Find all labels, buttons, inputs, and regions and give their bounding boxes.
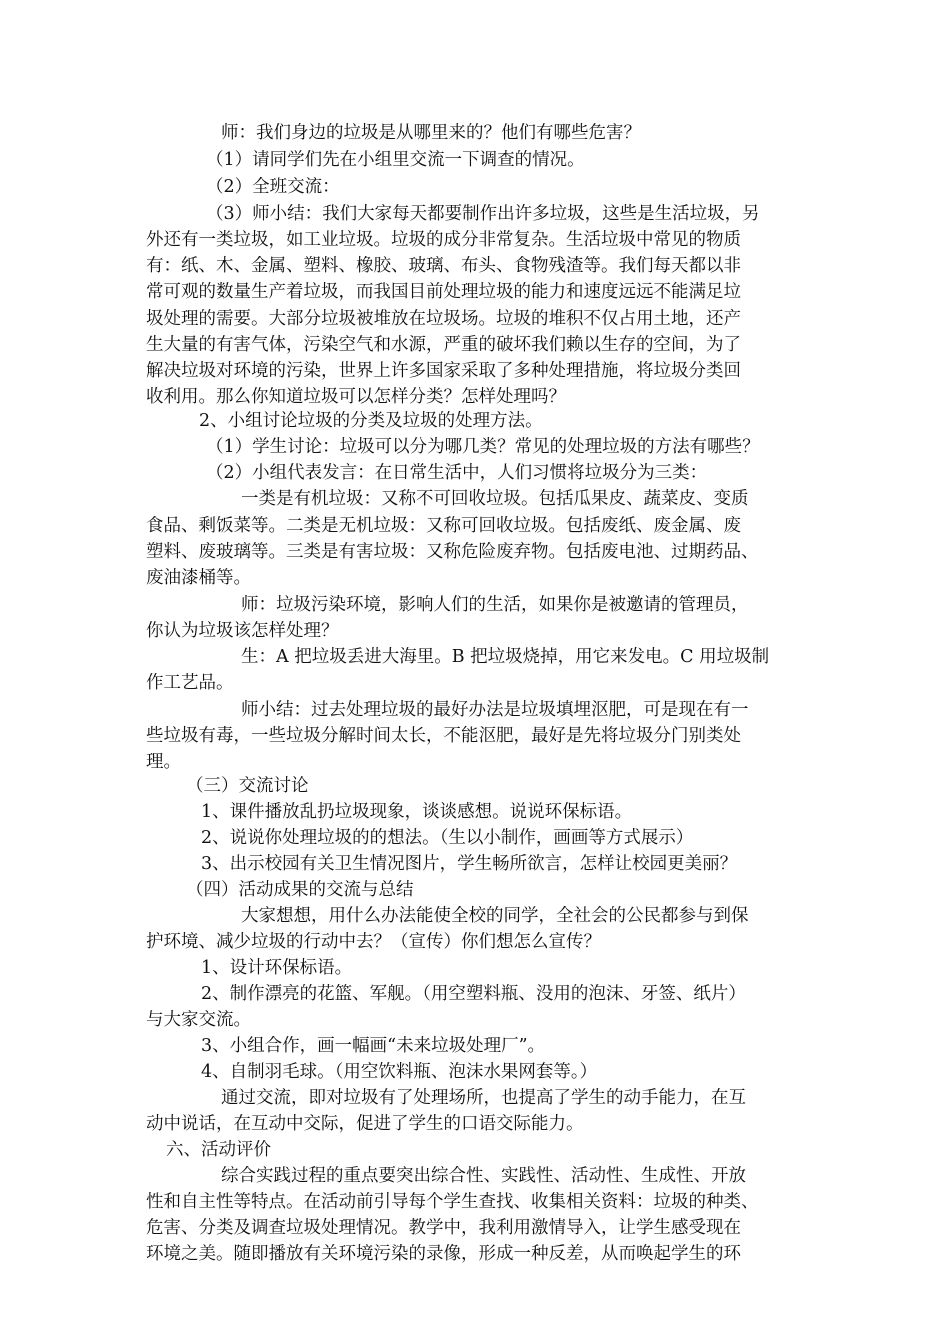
text-line: 一类是有机垃圾：又称不可回收垃圾。包括瓜果皮、蔬菜皮、变质 [241,489,749,509]
text-line: （2）全班交流： [206,177,340,197]
list-item: 2、制作漂亮的花篮、军舰。（用空塑料瓶、没用的泡沫、牙签、纸片） [201,984,746,1004]
text-line: 作工艺品。 [146,673,234,693]
text-line: 性和自主性等特点。在活动前引导每个学生查找、收集相关资料：垃圾的种类、 [146,1192,759,1212]
text-line: 收利用。那么你知道垃圾可以怎样分类？怎样处理吗？ [146,387,566,407]
text-line: 2、小组讨论垃圾的分类及垃圾的处理方法。 [199,411,543,431]
text-line: 环境之美。随即播放有关环境污染的录像，形成一种反差，从而唤起学生的环 [146,1244,741,1264]
list-item: 3、小组合作，画一幅画“未来垃圾处理厂”。 [201,1036,546,1056]
section-heading: （四）活动成果的交流与总结 [186,880,414,900]
text-line: 护环境、减少垃圾的行动中去？（宣传）你们想怎么宣传？ [146,932,601,952]
text-line: （1）学生讨论：垃圾可以分为哪几类？常见的处理垃圾的方法有哪些？ [206,437,760,457]
text-line: 你认为垃圾该怎样处理？ [146,621,339,641]
text-line: 塑料、废玻璃等。三类是有害垃圾：又称危险废弃物。包括废电池、过期药品、 [146,542,759,562]
text-line: （1）请同学们先在小组里交流一下调查的情况。 [206,150,585,170]
text-line: 有：纸、木、金属、塑料、橡胶、玻璃、布头、食物残渣等。我们每天都以非 [146,256,741,276]
text-line: 师：垃圾污染环境，影响人们的生活，如果你是被邀请的管理员， [241,595,749,615]
text-line: 师：我们身边的垃圾是从哪里来的？他们有哪些危害？ [221,123,641,143]
text-line: 食品、剩饭菜等。二类是无机垃圾：又称可回收垃圾。包括废纸、废金属、废 [146,516,741,536]
text-line: （3）师小结：我们大家每天都要制作出许多垃圾，这些是生活垃圾，另 [206,204,760,224]
text-line: 废油漆桶等。 [146,568,251,588]
list-item: 4、自制羽毛球。（用空饮料瓶、泡沫水果网套等。） [201,1062,598,1082]
list-item: 3、出示校园有关卫生情况图片，学生畅所欲言，怎样让校园更美丽？ [201,854,738,874]
text-line: 师小结：过去处理垃圾的最好办法是垃圾填埋沤肥，可是现在有一 [241,700,749,720]
text-line: 与大家交流。 [146,1010,251,1030]
text-line: 理。 [146,752,181,772]
section-heading: 六、活动评价 [166,1140,271,1160]
text-line: 生大量的有害气体，污染空气和水源，严重的破坏我们赖以生存的空间，为了 [146,335,741,355]
list-item: 1、课件播放乱扔垃圾现象，谈谈感想。说说环保标语。 [201,802,633,822]
text-line: 外还有一类垃圾，如工业垃圾。垃圾的成分非常复杂。生活垃圾中常见的物质 [146,230,741,250]
text-line: （2）小组代表发言：在日常生活中，人们习惯将垃圾分为三类： [206,463,708,483]
text-line: 综合实践过程的重点要突出综合性、实践性、活动性、生成性、开放 [221,1166,746,1186]
list-item: 1、设计环保标语。 [201,958,353,978]
section-heading: （三）交流讨论 [186,776,309,796]
text-line: 危害、分类及调查垃圾处理情况。教学中，我利用激情导入，让学生感受现在 [146,1218,741,1238]
text-line: 通过交流，即对垃圾有了处理场所，也提高了学生的动手能力，在互 [221,1088,746,1108]
text-line: 解决垃圾对环境的污染，世界上许多国家采取了多种处理措施，将垃圾分类回 [146,361,741,381]
text-line: 大家想想，用什么办法能使全校的同学，全社会的公民都参与到保 [241,906,749,926]
text-line: 些垃圾有毒，一些垃圾分解时间太长，不能沤肥，最好是先将垃圾分门别类处 [146,726,741,746]
text-line: 圾处理的需要。大部分垃圾被堆放在垃圾场。垃圾的堆积不仅占用土地，还产 [146,309,741,329]
text-line: 生：A 把垃圾丢进大海里。B 把垃圾烧掉，用它来发电。C 用垃圾制 [241,647,770,667]
text-line: 动中说话，在互动中交际，促进了学生的口语交际能力。 [146,1114,584,1134]
list-item: 2、说说你处理垃圾的的想法。（生以小制作，画画等方式展示） [201,828,694,848]
text-line: 常可观的数量生产着垃圾，而我国目前处理垃圾的能力和速度远远不能满足垃 [146,282,741,302]
